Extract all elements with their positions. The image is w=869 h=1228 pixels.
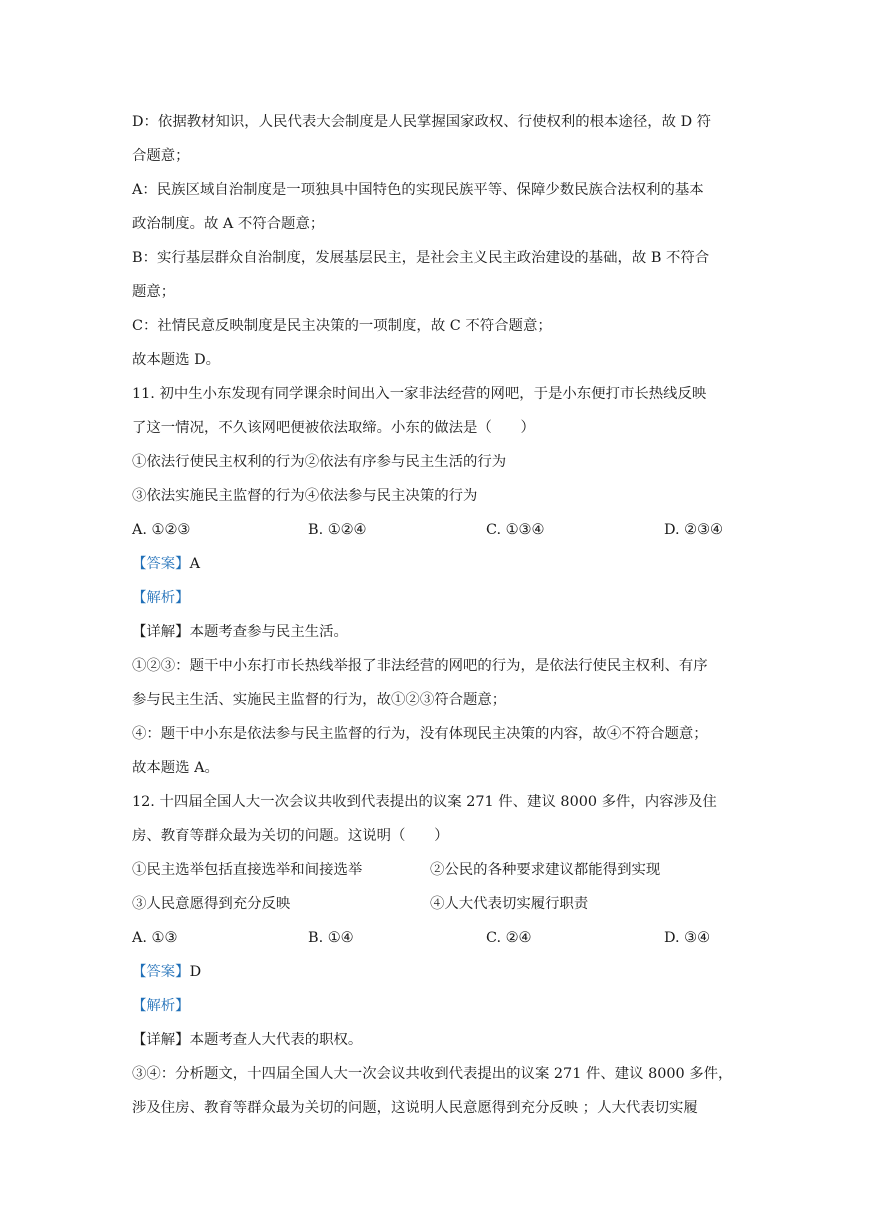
analysis-tag: 【解析】 bbox=[132, 998, 190, 1014]
option-a: A. ①③ bbox=[132, 930, 178, 946]
text-line: 政治制度。故 A 不符合题意； bbox=[132, 216, 325, 232]
detail-tag: 【详解】 bbox=[132, 624, 190, 640]
answer-line bbox=[132, 554, 200, 574]
item-3: ③人民意愿得到充分反映 bbox=[132, 896, 291, 912]
text-line: 题意； bbox=[132, 284, 176, 300]
detail-text: 本题考查参与民主生活。 bbox=[189, 624, 348, 640]
answer-value: D bbox=[189, 964, 202, 980]
option-b: B. ①④ bbox=[308, 930, 354, 946]
question-11-stem-cont: 了这一情况，不久该网吧便被依法取缔。小东的做法是（ ） bbox=[132, 420, 535, 436]
question-11-stem: 11. 初中生小东发现有同学课余时间出入一家非法经营的网吧，于是小东便打市长热线反映 bbox=[132, 386, 707, 402]
answer-tag: 【答案】 bbox=[132, 556, 190, 572]
question-11-items: ①依法行使民主权利的行为②依法有序参与民主生活的行为 bbox=[132, 454, 507, 470]
text-line: B：实行基层群众自治制度，发展基层民主，是社会主义民主政治建设的基础，故 B 不符合 bbox=[132, 250, 710, 266]
explanation-line: ①②③：题干中小东打市长热线举报了非法经营的网吧的行为，是依法行使民主权利、有序 bbox=[132, 658, 708, 674]
question-12-stem-cont: 房、教育等群众最为关切的问题。这说明（ ） bbox=[132, 828, 449, 844]
explanation-line: 参与民主生活、实施民主监督的行为，故①②③符合题意； bbox=[132, 692, 507, 708]
text-line: 故本题选 D。 bbox=[132, 352, 221, 368]
item-1: ①民主选举包括直接选举和间接选举 bbox=[132, 862, 363, 878]
analysis-line bbox=[132, 588, 190, 608]
option-b: B. ①②④ bbox=[308, 522, 367, 538]
explanation-line: ③④：分析题文，十四届全国人大一次会议共收到代表提出的议案 271 件、建议 8000 多件， bbox=[132, 1066, 733, 1082]
option-c: C. ①③④ bbox=[486, 522, 545, 538]
option-c: C. ②④ bbox=[486, 930, 532, 946]
text-line: C：社情民意反映制度是民主决策的一项制度，故 C 不符合题意； bbox=[132, 318, 552, 334]
text-line: A：民族区域自治制度是一项独具中国特色的实现民族平等、保障少数民族合法权利的基本 bbox=[132, 182, 704, 198]
explanation-line: 故本题选 A。 bbox=[132, 760, 219, 776]
detail-tag: 【详解】 bbox=[132, 1032, 190, 1048]
analysis-tag: 【解析】 bbox=[132, 590, 190, 606]
option-a: A. ①②③ bbox=[132, 522, 191, 538]
item-2: ②公民的各种要求建议都能得到实现 bbox=[430, 862, 661, 878]
item-4: ④人大代表切实履行职责 bbox=[430, 896, 589, 912]
answer-tag: 【答案】 bbox=[132, 964, 190, 980]
text-line: 合题意； bbox=[132, 148, 190, 164]
option-d: D. ③④ bbox=[664, 930, 710, 946]
detail-line bbox=[132, 1030, 362, 1050]
analysis-line bbox=[132, 996, 190, 1016]
detail-line bbox=[132, 622, 348, 642]
text-line: D：依据教材知识，人民代表大会制度是人民掌握国家政权、行使权利的根本途径，故 D 符 bbox=[132, 114, 712, 130]
option-d: D. ②③④ bbox=[664, 522, 723, 538]
detail-text: 本题考查人大代表的职权。 bbox=[189, 1032, 363, 1048]
explanation-line: 涉及住房、教育等群众最为关切的问题，这说明人民意愿得到充分反映 ；人大代表切实履 bbox=[132, 1100, 698, 1116]
question-12-stem: 12. 十四届全国人大一次会议共收到代表提出的议案 271 件、建议 8000 多件，内容涉及住 bbox=[132, 794, 717, 810]
answer-line bbox=[132, 962, 201, 982]
question-11-items: ③依法实施民主监督的行为④依法参与民主决策的行为 bbox=[132, 488, 478, 504]
answer-value: A bbox=[189, 556, 200, 572]
explanation-line: ④：题干中小东是依法参与民主监督的行为，没有体现民主决策的内容，故④不符合题意； bbox=[132, 726, 708, 742]
